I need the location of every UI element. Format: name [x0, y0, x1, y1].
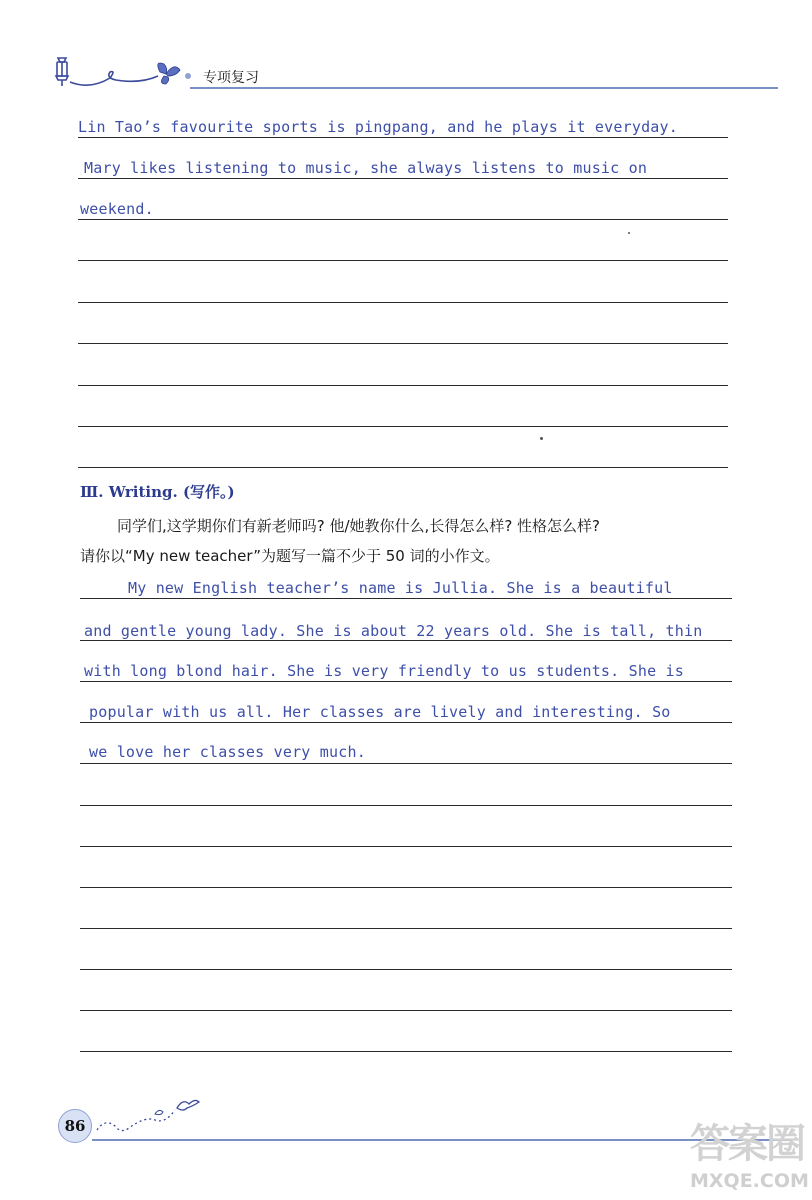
section-title-writing: Ⅲ. Writing. (写作。)	[80, 483, 235, 501]
scan-speck	[540, 437, 543, 440]
writing-line	[80, 805, 732, 806]
writing-line	[80, 1010, 732, 1011]
writing-line	[80, 681, 732, 682]
writing-line	[78, 219, 728, 220]
footer-rule	[92, 1139, 792, 1141]
writing-line	[80, 598, 732, 599]
writing-line	[78, 137, 728, 138]
essay-line-2: and gentle young lady. She is about 22 years old. She is tall, thin	[84, 622, 703, 640]
writing-line	[80, 640, 732, 641]
writing-prompt-line-1: 同学们,这学期你们有新老师吗? 他/她教你什么,长得怎么样? 性格怎么样?	[117, 517, 601, 535]
writing-line	[80, 846, 732, 847]
writing-line	[78, 260, 728, 261]
essay-line-1: My new English teacher’s name is Jullia. She is a beautiful	[128, 579, 673, 597]
writing-line	[78, 426, 728, 427]
writing-line	[78, 302, 728, 303]
writing-line	[80, 969, 732, 970]
writing-line	[80, 763, 732, 764]
essay-line-5: we love her classes very much.	[89, 743, 366, 761]
writing-line	[80, 887, 732, 888]
page-number: 86	[58, 1109, 92, 1143]
writing-line	[80, 1051, 732, 1052]
bird-dotted-trail-ornament	[95, 1090, 205, 1140]
essay-line-4: popular with us all. Her classes are lively and interesting. So	[89, 703, 671, 721]
watermark-logo: 答案圈	[690, 1121, 804, 1167]
writing-line	[80, 722, 732, 723]
answer-line-1: Lin Tao’s favourite sports is pingpang, and he plays it everyday.	[78, 118, 678, 136]
header-rule	[190, 87, 778, 89]
writing-prompt-line-2: 请你以“My new teacher”为题写一篇不少于 50 词的小作文。	[80, 547, 500, 565]
watermark-url: MXQE.COM	[690, 1170, 809, 1192]
lantern-butterfly-ornament	[50, 50, 200, 95]
essay-line-3: with long blond hair. She is very friendly to us students. She is	[84, 662, 684, 680]
answer-line-3: weekend.	[80, 200, 154, 218]
answer-line-2: Mary likes listening to music, she always listens to music on	[84, 159, 648, 177]
writing-line	[78, 343, 728, 344]
section-header-title: 专项复习	[203, 70, 259, 86]
writing-line	[78, 178, 728, 179]
scan-speck	[628, 232, 630, 234]
writing-line	[78, 467, 728, 468]
writing-line	[78, 385, 728, 386]
writing-line	[80, 928, 732, 929]
